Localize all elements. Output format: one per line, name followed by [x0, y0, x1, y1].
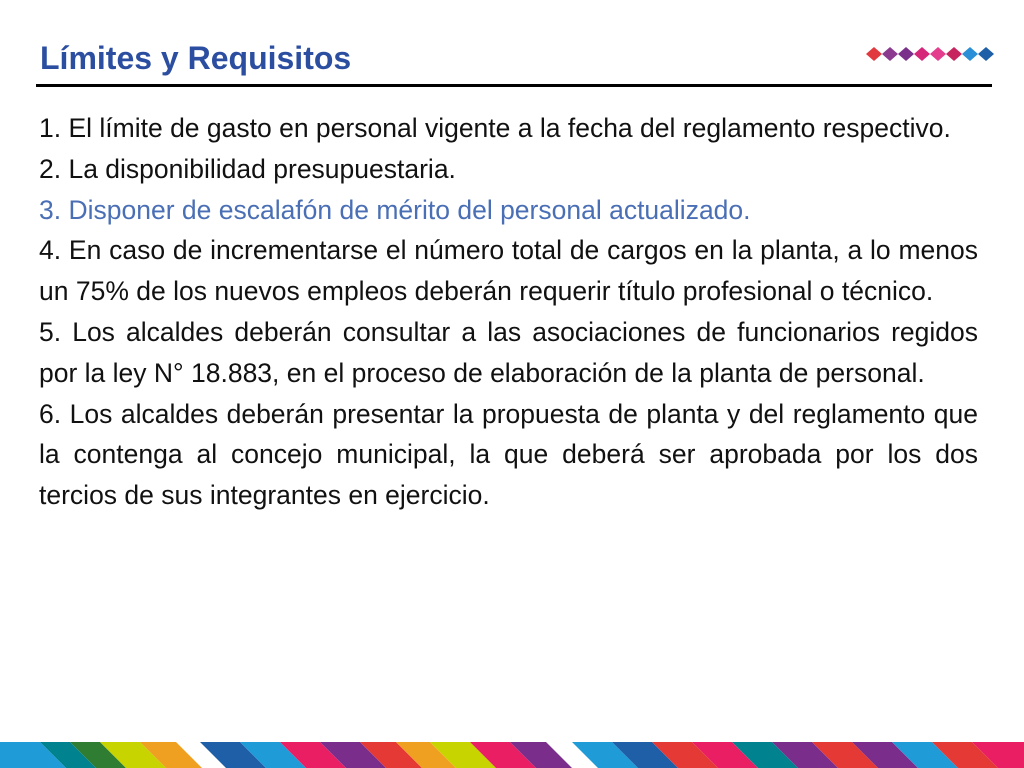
requirements-list: [39, 108, 978, 516]
diamond-mark: [914, 47, 930, 61]
diamond-logo-icon: [866, 46, 994, 62]
diamond-mark: [962, 47, 978, 61]
list-item: 5. Los alcaldes deberán consultar a las asociaciones de funcionarios regidos por la ley N° 18.883, en el proceso de elaboración de la planta de personal.: [39, 316, 978, 388]
list-item: 1. El límite de gasto en personal vigente a la fecha del reglamento respectivo.: [39, 113, 951, 143]
list-item: 6. Los alcaldes deberán presentar la propuesta de planta y del reglamento que la contenga al concejo municipal, la que deberá ser aprobada por los dos tercios de sus integrantes en ejercicio.: [39, 398, 978, 511]
list-item: 2. La disponibilidad presupuestaria.: [39, 153, 456, 184]
diamond-mark: [882, 47, 898, 61]
diamond-mark: [946, 47, 962, 61]
diamond-mark: [866, 47, 882, 61]
diamond-mark: [898, 47, 914, 61]
decorative-bottom-band: [0, 738, 1024, 768]
list-item: 4. En caso de incrementarse el número total de cargos en la planta, a lo menos un 75% de los nuevos empleos deberán requerir título profesional o técnico.: [39, 235, 978, 307]
title-divider: [36, 84, 992, 87]
diamond-mark: [978, 47, 994, 61]
list-item-highlighted: 3. Disponer de escalafón de mérito del personal actualizado.: [39, 194, 751, 225]
diamond-mark: [930, 47, 946, 61]
slide-title: Límites y Requisitos: [40, 40, 352, 76]
